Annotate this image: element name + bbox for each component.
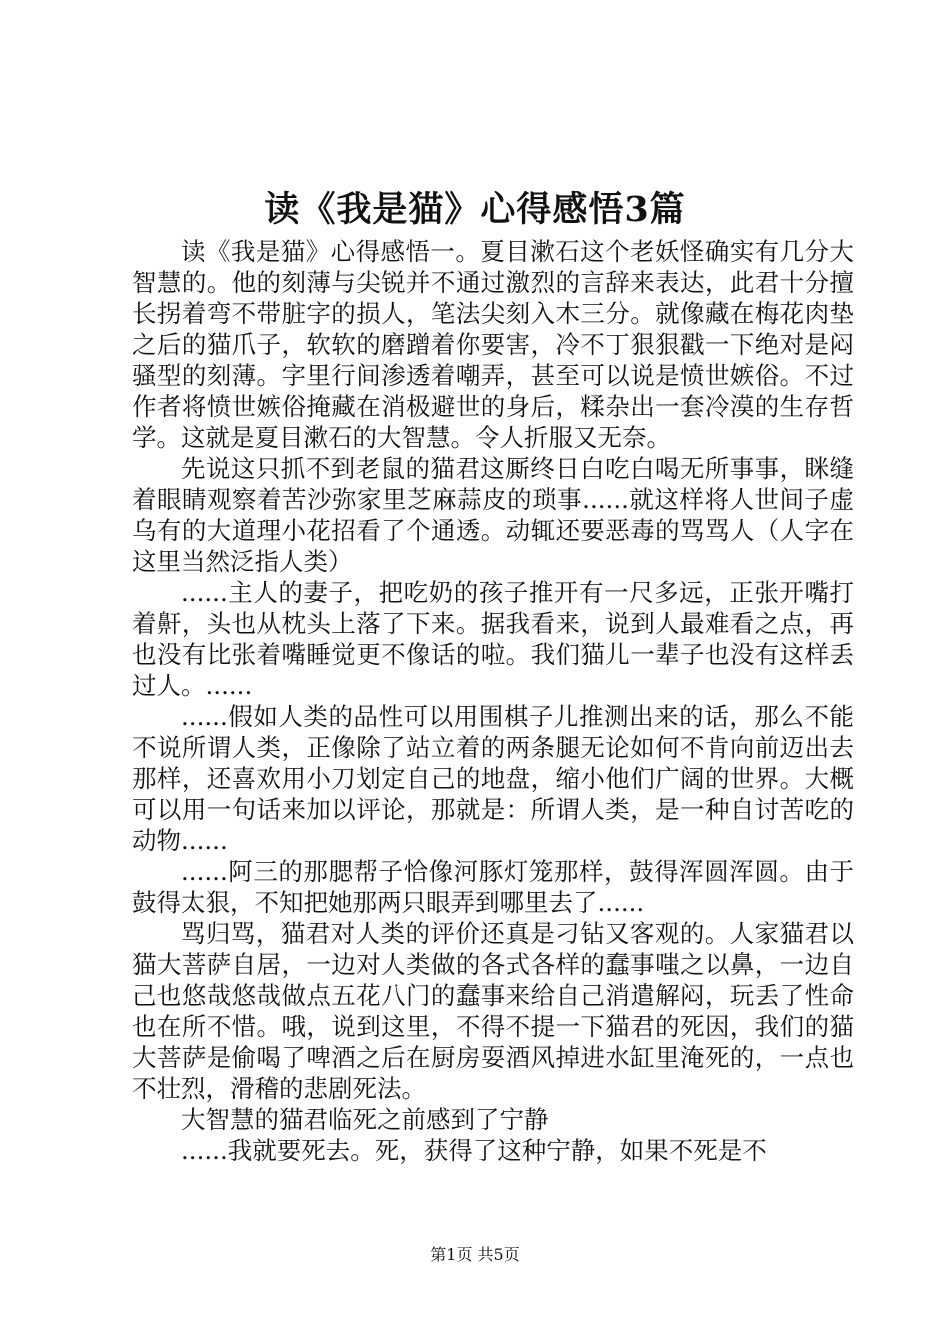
page-title: 读《我是猫》心得感悟3篇 [264, 189, 686, 230]
paragraph: ......我就要死去。死，获得了这种宁静，如果不死是不 [181, 1136, 767, 1165]
paragraph: 骂归骂，猫君对人类的评价还真是刁钻又客观的。人家猫君以猫大菩萨自居，一边对人类做的各式各样的蠢事嗤之以鼻，一边自己也悠哉悠哉做点五花八门的蠢事来给自己消遣解闷，玩丢了性命也在所不惜。哦，说到这里，不得不提一下猫君的死因，我们的猫大菩萨是偷喝了啤酒之后在厨房耍酒风掉进水缸里淹死的，一点也不壮烈，滑稽的悲剧死法。 [132, 919, 854, 1103]
paragraph: ......阿三的那腮帮子恰像河豚灯笼那样，鼓得浑圆浑圆。由于鼓得太狠，不知把她那两只眼弄到哪里去了...... [132, 857, 854, 917]
paragraph: ......主人的妻子，把吃奶的孩子推开有一尺多远，正张开嘴打着鼾，头也从枕头上落了下来。据我看来，说到人最难看之点，再也没有比张着嘴睡觉更不像话的啦。我们猫儿一辈子也没有这样丢过人。...... [132, 578, 854, 700]
paragraph: 读《我是猫》心得感悟一。夏目漱石这个老妖怪确实有几分大智慧的。他的刻薄与尖锐并不通过激烈的言辞来表达，此君十分擅长拐着弯不带脏字的损人，笔法尖刻入木三分。就像藏在梅花肉垫之后的猫爪子，软软的磨蹭着你要害，冷不丁狠狠戳一下绝对是闷骚型的刻薄。字里行间渗透着嘲弄，甚至可以说是愤世嫉俗。不过作者将愤世嫉俗掩藏在消极避世的身后，糅杂出一套冷漠的生存哲学。这就是夏目漱石的大智慧。令人折服又无奈。 [132, 237, 854, 452]
paragraph: 先说这只抓不到老鼠的猫君这厮终日白吃白喝无所事事，眯缝着眼睛观察着苦沙弥家里芝麻蒜皮的琐事......就这样将人世间子虚乌有的大道理小花招看了个通透。动辄还要恶毒的骂骂人（人字在这里当然泛指人类） [132, 454, 854, 576]
paragraph: ......假如人类的品性可以用围棋子儿推测出来的话，那么不能不说所谓人类，正像除了站立着的两条腿无论如何不肯向前迈出去那样，还喜欢用小刀划定自己的地盘，缩小他们广阔的世界。大概可以用一句话来加以评论，那就是：所谓人类，是一种自讨苦吃的动物...... [132, 702, 854, 855]
paragraph: 大智慧的猫君临死之前感到了宁静 [181, 1105, 549, 1134]
page-footer: 第1页 共5页 [430, 1245, 520, 1264]
document-body [132, 236, 854, 1166]
